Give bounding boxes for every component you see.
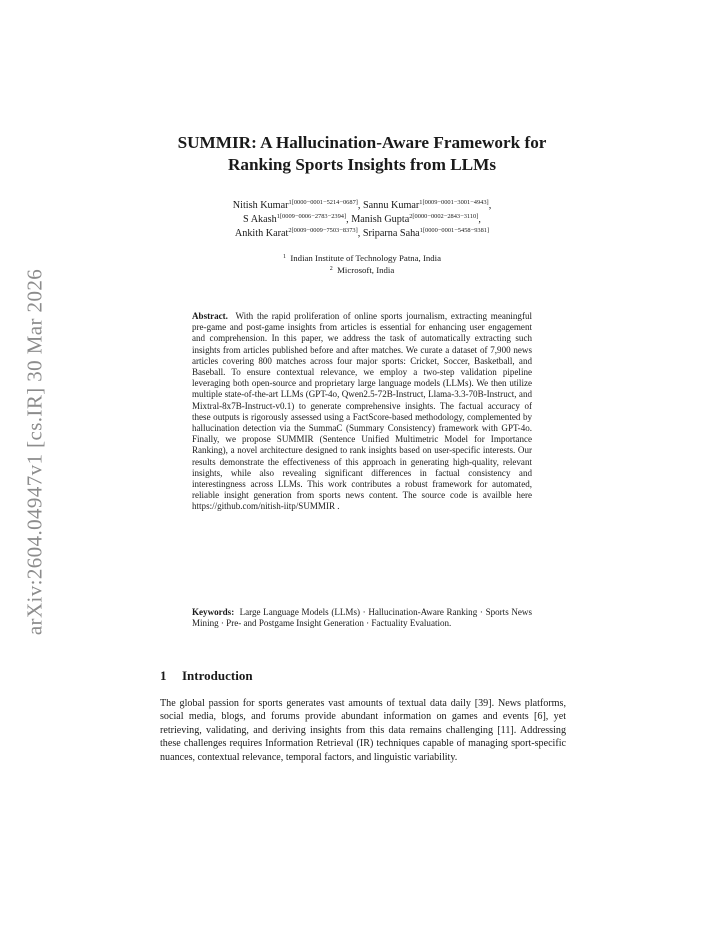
author-separator: , [357,200,363,211]
author-separator: , [478,214,481,225]
author-name: Nitish Kumar [232,200,289,211]
section-number: 1 [160,668,167,683]
abstract-block [192,311,532,513]
author-orcid: 2[0000−0002−2843−3110] [409,213,479,220]
paper-title-line-2: Ranking Sports Insights from LLMs [227,155,497,174]
author-orcid: 2[0009−0009−7503−8373] [288,227,358,234]
author-separator: , [346,214,352,225]
section-title: Introduction [182,668,253,683]
affiliation-item [140,264,584,276]
keywords-block [192,607,532,629]
author-orcid: 1[0009−0001−3001−4943] [419,199,489,206]
author-name: Sannu Kumar [362,200,420,211]
author-line-1 [140,199,584,213]
author-name: Sriparna Saha [362,228,420,239]
abstract-text: With the rapid proliferation of online sports journalism, extracting meaningful pre-game and post-game insights from articles is essential for enhancing user engagement and comprehension. In this paper, we address the task of automatically extracting such insights from articles published before and after matches. We curate a dataset of 7,900 news articles covering 800 matches across four major sports: Cricket, Soccer, Basketball, and Baseball. To ensure contextual relevance, we employ a two-step validation pipeline leveraging both open-source and proprietary large language models (LLMs). We then utilize multiple state-of-the-art LLMs (GPT-4o, Qwen2.5-72B-Instruct, Llama-3.3-70B-Instruct, and Mixtral-8x7B-Instruct-v0.1) to generate comprehensive insights. The factual accuracy of these outputs is rigorously assessed using a FactScore-based methodology, complemented by hallucination detection via the SummaC (Summary Consistency) framework with GPT-4o. Finally, we propose SUMMIR (Sentence Unified Multimetric Model for Importance Ranking), a novel architecture designed to rank insights based on user-specific interests. Our results demonstrate the effectiveness of this approach in generating high-quality, relevant insights, while also revealing significant differences in factual consistency and interestingness across LLMs. This work contributes a robust framework for automated, reliable insight generation from sports news content. The source code is availble here https://github.com/nitish-iitp/SUMMIR . [192,311,532,512]
author-separator: , [488,200,492,211]
introduction-paragraph [160,697,566,764]
affiliation-list [140,252,584,276]
abstract-label: Abstract. [192,311,228,321]
keywords-text: Large Language Models (LLMs) · Hallucination-Aware Ranking · Sports News Mining · Pre- and Postgame Insight Generation · Factuality Evaluation. [192,607,532,629]
author-name: Ankith Karat [234,228,289,239]
affiliation-text: Indian Institute of Technology Patna, India [290,253,442,263]
author-separator: , [357,228,363,239]
affiliation-marker: 2 [329,266,333,272]
section-heading-introduction [160,668,253,684]
author-orcid: 1[0000−0001−5458−9381] [419,227,490,234]
author-orcid: 1[0009−0006−2783−2394] [276,213,347,220]
author-line-3 [140,227,584,241]
affiliation-text: Microsoft, India [337,265,395,275]
introduction-text: The global passion for sports generates vast amounts of textual data daily [39]. News platforms, social media, blogs, and forums provide abundant information on games and events [6], yet retrieving, validating, and deriving insights from this data remains challenging [11]. Addressing these challenges requires Information Retrieval (IR) techniques capable of managing sport-specific nuances, contextual relevance, temporal factors, and linguistic variability. [160,698,566,763]
author-list [140,199,584,241]
keywords-label: Keywords: [192,607,235,617]
affiliation-marker: 1 [282,254,286,260]
author-name: Manish Gupta [351,214,410,225]
arxiv-identifier-stamp: arXiv:2604.04947v1 [cs.IR] 30 Mar 2026 [22,268,47,636]
paper-title-line-1: SUMMIR: A Hallucination-Aware Framework for [177,133,547,152]
author-line-2 [140,213,584,227]
paper-title [140,132,584,176]
affiliation-item [140,252,584,264]
author-orcid: 1[0000−0001−5214−0687] [288,199,358,206]
author-name: S Akash [243,214,277,225]
